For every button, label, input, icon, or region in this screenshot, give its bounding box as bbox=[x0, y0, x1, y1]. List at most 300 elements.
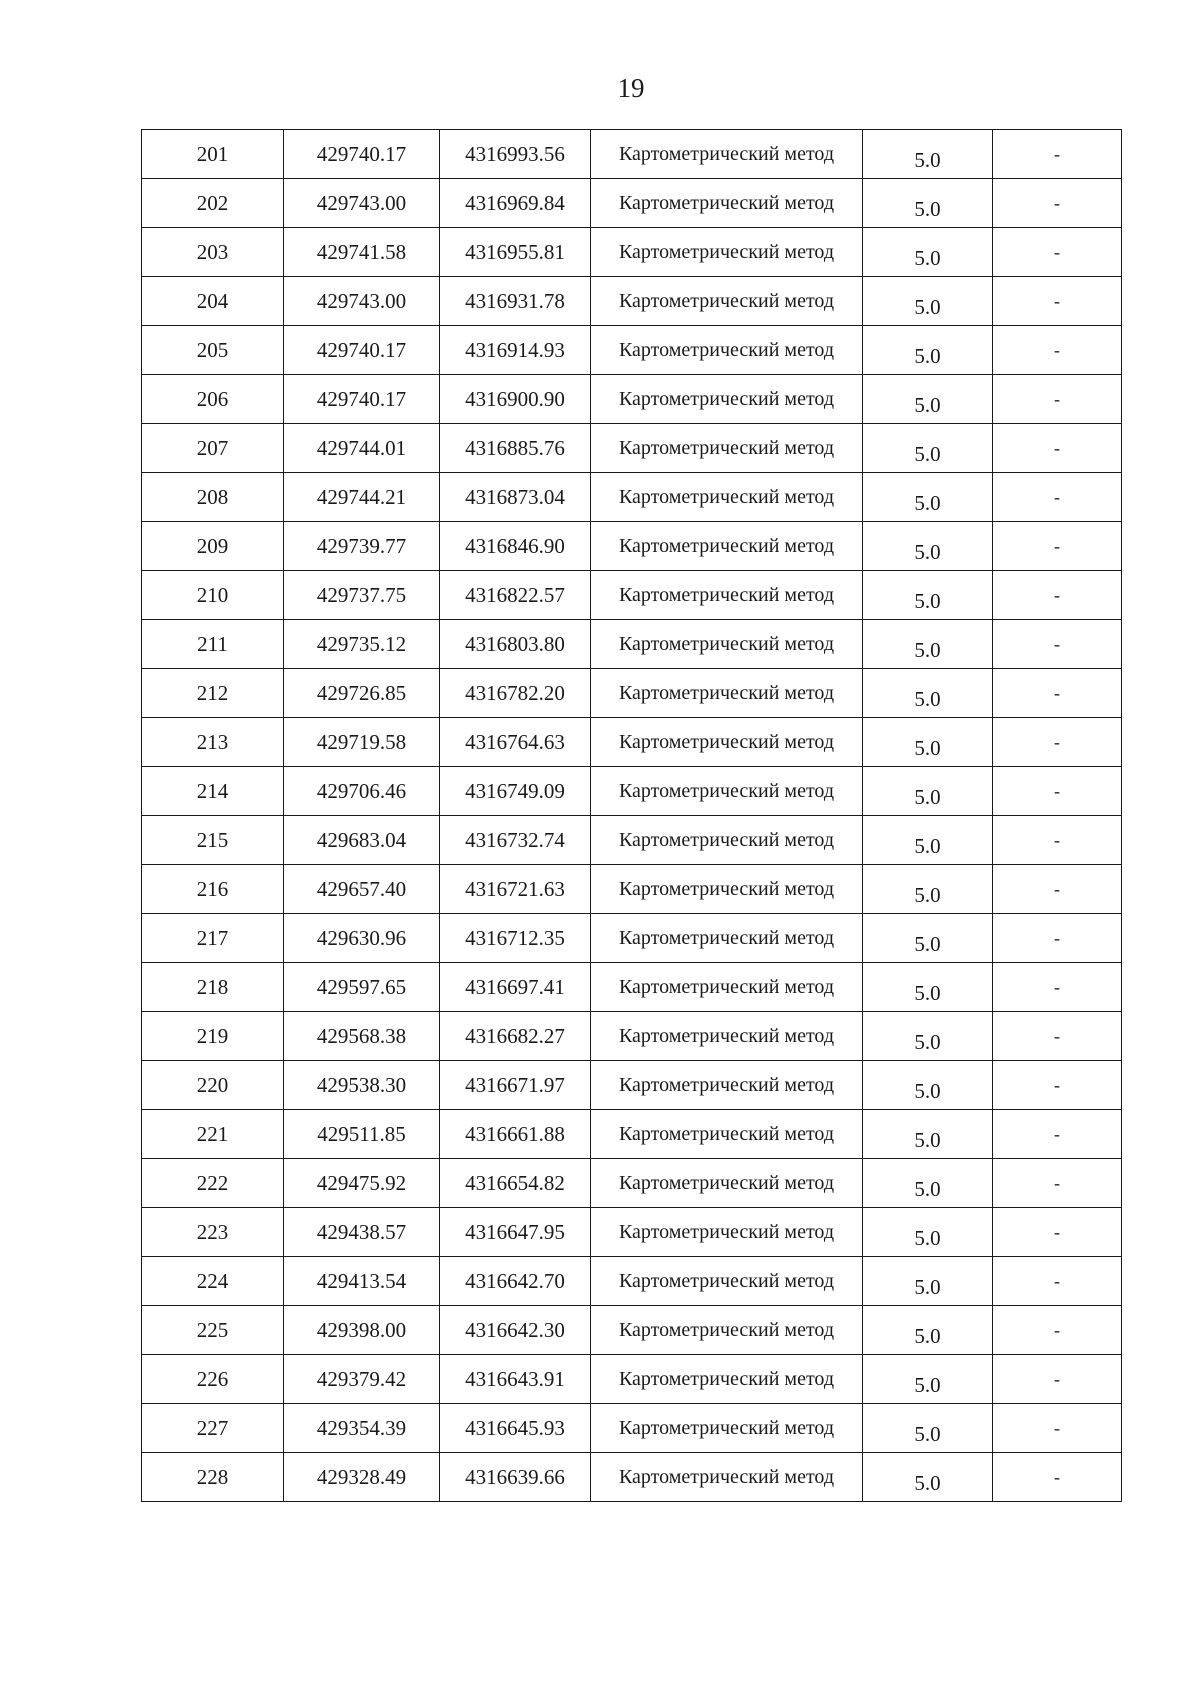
method-cell bbox=[591, 620, 863, 669]
y-coordinate-cell bbox=[440, 718, 591, 767]
note-cell-text: - bbox=[1054, 339, 1060, 360]
point-number-cell-text: 203 bbox=[196, 239, 229, 264]
x-coordinate-cell-text: 429740.17 bbox=[316, 386, 407, 411]
method-cell-text: Картометрический метод bbox=[618, 289, 835, 312]
point-number-cell bbox=[142, 620, 284, 669]
method-cell-text: Картометрический метод bbox=[618, 436, 835, 459]
x-coordinate-cell-text: 429597.65 bbox=[316, 974, 407, 999]
precision-cell bbox=[863, 1208, 993, 1257]
method-cell-text: Картометрический метод bbox=[618, 142, 835, 165]
note-cell bbox=[993, 669, 1122, 718]
method-cell bbox=[591, 326, 863, 375]
point-number-cell-text: 204 bbox=[196, 288, 229, 313]
method-cell bbox=[591, 473, 863, 522]
method-cell-text: Картометрический метод bbox=[618, 877, 835, 900]
precision-cell-text: 5.0 bbox=[914, 1127, 941, 1152]
point-number-cell bbox=[142, 571, 284, 620]
precision-cell bbox=[863, 718, 993, 767]
table-row bbox=[142, 1355, 1122, 1404]
note-cell bbox=[993, 130, 1122, 179]
point-number-cell-text: 202 bbox=[196, 190, 229, 215]
x-coordinate-cell-text: 429744.21 bbox=[316, 484, 407, 509]
point-number-cell-text: 211 bbox=[197, 631, 228, 656]
method-cell-text: Картометрический метод bbox=[618, 1171, 835, 1194]
y-coordinate-cell-text: 4316900.90 bbox=[465, 386, 565, 411]
table-row bbox=[142, 473, 1122, 522]
precision-cell bbox=[863, 571, 993, 620]
point-number-cell bbox=[142, 473, 284, 522]
precision-cell bbox=[863, 228, 993, 277]
table-row bbox=[142, 130, 1122, 179]
x-coordinate-cell bbox=[284, 277, 440, 326]
precision-cell-text: 5.0 bbox=[914, 490, 941, 515]
precision-cell bbox=[863, 963, 993, 1012]
note-cell bbox=[993, 473, 1122, 522]
point-number-cell bbox=[142, 1355, 284, 1404]
x-coordinate-cell bbox=[284, 1453, 440, 1502]
y-coordinate-cell bbox=[440, 669, 591, 718]
precision-cell bbox=[863, 424, 993, 473]
y-coordinate-cell bbox=[440, 1061, 591, 1110]
y-coordinate-cell bbox=[440, 1208, 591, 1257]
note-cell-text: - bbox=[1054, 241, 1060, 262]
y-coordinate-cell-text: 4316822.57 bbox=[465, 582, 565, 607]
x-coordinate-cell-text: 429328.49 bbox=[316, 1464, 407, 1489]
table-row bbox=[142, 1159, 1122, 1208]
x-coordinate-cell-text: 429743.00 bbox=[316, 190, 407, 215]
x-coordinate-cell bbox=[284, 375, 440, 424]
method-cell-text: Картометрический метод bbox=[618, 1318, 835, 1341]
point-number-cell-text: 226 bbox=[196, 1366, 229, 1391]
method-cell-text: Картометрический метод bbox=[618, 1465, 835, 1488]
precision-cell-text: 5.0 bbox=[914, 637, 941, 662]
x-coordinate-cell-text: 429719.58 bbox=[316, 729, 407, 754]
y-coordinate-cell bbox=[440, 1012, 591, 1061]
precision-cell bbox=[863, 1453, 993, 1502]
note-cell bbox=[993, 522, 1122, 571]
point-number-cell bbox=[142, 522, 284, 571]
x-coordinate-cell bbox=[284, 963, 440, 1012]
method-cell-text: Картометрический метод bbox=[618, 1122, 835, 1145]
x-coordinate-cell-text: 429511.85 bbox=[317, 1121, 406, 1146]
point-number-cell bbox=[142, 767, 284, 816]
method-cell-text: Картометрический метод bbox=[618, 975, 835, 998]
method-cell bbox=[591, 963, 863, 1012]
point-number-cell bbox=[142, 326, 284, 375]
point-number-cell-text: 223 bbox=[196, 1219, 229, 1244]
precision-cell-text: 5.0 bbox=[914, 1029, 941, 1054]
method-cell bbox=[591, 424, 863, 473]
table-row bbox=[142, 277, 1122, 326]
table-row bbox=[142, 865, 1122, 914]
x-coordinate-cell-text: 429630.96 bbox=[316, 925, 407, 950]
table-row bbox=[142, 1208, 1122, 1257]
note-cell-text: - bbox=[1054, 682, 1060, 703]
note-cell bbox=[993, 277, 1122, 326]
precision-cell bbox=[863, 1110, 993, 1159]
point-number-cell-text: 209 bbox=[196, 533, 229, 558]
x-coordinate-cell bbox=[284, 473, 440, 522]
table-row bbox=[142, 914, 1122, 963]
method-cell bbox=[591, 130, 863, 179]
method-cell bbox=[591, 522, 863, 571]
method-cell-text: Картометрический метод bbox=[618, 730, 835, 753]
table-row bbox=[142, 1306, 1122, 1355]
y-coordinate-cell-text: 4316682.27 bbox=[465, 1023, 565, 1048]
y-coordinate-cell-text: 4316642.30 bbox=[465, 1317, 565, 1342]
method-cell bbox=[591, 718, 863, 767]
x-coordinate-cell-text: 429379.42 bbox=[316, 1366, 407, 1391]
note-cell bbox=[993, 718, 1122, 767]
note-cell-text: - bbox=[1054, 437, 1060, 458]
precision-cell-text: 5.0 bbox=[914, 784, 941, 809]
y-coordinate-cell bbox=[440, 424, 591, 473]
y-coordinate-cell bbox=[440, 375, 591, 424]
y-coordinate-cell bbox=[440, 620, 591, 669]
note-cell bbox=[993, 963, 1122, 1012]
x-coordinate-cell bbox=[284, 1355, 440, 1404]
y-coordinate-cell bbox=[440, 767, 591, 816]
y-coordinate-cell bbox=[440, 130, 591, 179]
table-body bbox=[142, 130, 1122, 1502]
precision-cell-text: 5.0 bbox=[914, 588, 941, 613]
precision-cell-text: 5.0 bbox=[914, 980, 941, 1005]
point-number-cell bbox=[142, 816, 284, 865]
method-cell-text: Картометрический метод bbox=[618, 1367, 835, 1390]
y-coordinate-cell-text: 4316782.20 bbox=[465, 680, 565, 705]
x-coordinate-cell-text: 429741.58 bbox=[316, 239, 407, 264]
point-number-cell-text: 208 bbox=[196, 484, 229, 509]
note-cell-text: - bbox=[1054, 535, 1060, 556]
x-coordinate-cell bbox=[284, 620, 440, 669]
method-cell-text: Картометрический метод bbox=[618, 926, 835, 949]
point-number-cell bbox=[142, 277, 284, 326]
point-number-cell-text: 224 bbox=[196, 1268, 229, 1293]
precision-cell bbox=[863, 522, 993, 571]
point-number-cell bbox=[142, 963, 284, 1012]
note-cell-text: - bbox=[1054, 1074, 1060, 1095]
method-cell-text: Картометрический метод bbox=[618, 779, 835, 802]
y-coordinate-cell-text: 4316764.63 bbox=[465, 729, 565, 754]
point-number-cell-text: 217 bbox=[196, 925, 229, 950]
point-number-cell-text: 212 bbox=[196, 680, 229, 705]
method-cell bbox=[591, 669, 863, 718]
page-number: 19 bbox=[617, 73, 645, 103]
precision-cell-text: 5.0 bbox=[914, 686, 941, 711]
point-number-cell bbox=[142, 1061, 284, 1110]
note-cell-text: - bbox=[1054, 192, 1060, 213]
x-coordinate-cell-text: 429438.57 bbox=[316, 1219, 407, 1244]
y-coordinate-cell-text: 4316732.74 bbox=[465, 827, 565, 852]
y-coordinate-cell-text: 4316639.66 bbox=[465, 1464, 565, 1489]
note-cell bbox=[993, 1159, 1122, 1208]
precision-cell bbox=[863, 816, 993, 865]
note-cell-text: - bbox=[1054, 1123, 1060, 1144]
x-coordinate-cell-text: 429726.85 bbox=[316, 680, 407, 705]
point-number-cell-text: 216 bbox=[196, 876, 229, 901]
x-coordinate-cell-text: 429735.12 bbox=[316, 631, 407, 656]
method-cell bbox=[591, 767, 863, 816]
x-coordinate-cell-text: 429538.30 bbox=[316, 1072, 407, 1097]
point-number-cell bbox=[142, 1306, 284, 1355]
precision-cell bbox=[863, 1404, 993, 1453]
precision-cell-text: 5.0 bbox=[914, 1225, 941, 1250]
method-cell-text: Картометрический метод bbox=[618, 1416, 835, 1439]
point-number-cell-text: 215 bbox=[196, 827, 229, 852]
method-cell bbox=[591, 1453, 863, 1502]
y-coordinate-cell bbox=[440, 522, 591, 571]
precision-cell-text: 5.0 bbox=[914, 196, 941, 221]
precision-cell-text: 5.0 bbox=[914, 882, 941, 907]
note-cell-text: - bbox=[1054, 927, 1060, 948]
note-cell-text: - bbox=[1054, 829, 1060, 850]
point-number-cell bbox=[142, 1208, 284, 1257]
method-cell bbox=[591, 1110, 863, 1159]
note-cell bbox=[993, 1306, 1122, 1355]
note-cell-text: - bbox=[1054, 633, 1060, 654]
x-coordinate-cell bbox=[284, 914, 440, 963]
note-cell-text: - bbox=[1054, 1319, 1060, 1340]
precision-cell bbox=[863, 669, 993, 718]
precision-cell-text: 5.0 bbox=[914, 1323, 941, 1348]
note-cell bbox=[993, 1257, 1122, 1306]
x-coordinate-cell bbox=[284, 571, 440, 620]
method-cell bbox=[591, 375, 863, 424]
x-coordinate-cell-text: 429739.77 bbox=[316, 533, 407, 558]
precision-cell-text: 5.0 bbox=[914, 343, 941, 368]
table-row bbox=[142, 1012, 1122, 1061]
precision-cell-text: 5.0 bbox=[914, 1372, 941, 1397]
x-coordinate-cell-text: 429657.40 bbox=[316, 876, 407, 901]
y-coordinate-cell-text: 4316654.82 bbox=[465, 1170, 565, 1195]
y-coordinate-cell bbox=[440, 1355, 591, 1404]
precision-cell-text: 5.0 bbox=[914, 1176, 941, 1201]
point-number-cell-text: 222 bbox=[196, 1170, 229, 1195]
point-number-cell bbox=[142, 1159, 284, 1208]
precision-cell bbox=[863, 375, 993, 424]
precision-cell bbox=[863, 767, 993, 816]
method-cell-text: Картометрический метод bbox=[618, 1024, 835, 1047]
y-coordinate-cell-text: 4316931.78 bbox=[465, 288, 565, 313]
precision-cell-text: 5.0 bbox=[914, 147, 941, 172]
precision-cell bbox=[863, 1061, 993, 1110]
note-cell-text: - bbox=[1054, 584, 1060, 605]
precision-cell-text: 5.0 bbox=[914, 1078, 941, 1103]
y-coordinate-cell bbox=[440, 326, 591, 375]
table-row bbox=[142, 375, 1122, 424]
table-row bbox=[142, 669, 1122, 718]
x-coordinate-cell bbox=[284, 1208, 440, 1257]
note-cell bbox=[993, 1404, 1122, 1453]
x-coordinate-cell-text: 429706.46 bbox=[316, 778, 407, 803]
y-coordinate-cell bbox=[440, 963, 591, 1012]
note-cell-text: - bbox=[1054, 388, 1060, 409]
precision-cell bbox=[863, 130, 993, 179]
point-number-cell bbox=[142, 1012, 284, 1061]
precision-cell bbox=[863, 1257, 993, 1306]
precision-cell bbox=[863, 1012, 993, 1061]
table-row bbox=[142, 963, 1122, 1012]
y-coordinate-cell bbox=[440, 1257, 591, 1306]
y-coordinate-cell-text: 4316993.56 bbox=[465, 141, 565, 166]
precision-cell-text: 5.0 bbox=[914, 294, 941, 319]
point-number-cell bbox=[142, 1453, 284, 1502]
method-cell bbox=[591, 1159, 863, 1208]
table-row bbox=[142, 767, 1122, 816]
point-number-cell-text: 220 bbox=[196, 1072, 229, 1097]
x-coordinate-cell-text: 429737.75 bbox=[316, 582, 407, 607]
point-number-cell-text: 219 bbox=[196, 1023, 229, 1048]
note-cell bbox=[993, 1208, 1122, 1257]
table-row bbox=[142, 816, 1122, 865]
method-cell bbox=[591, 816, 863, 865]
method-cell-text: Картометрический метод bbox=[618, 583, 835, 606]
note-cell bbox=[993, 1453, 1122, 1502]
point-number-cell-text: 214 bbox=[196, 778, 229, 803]
precision-cell bbox=[863, 620, 993, 669]
precision-cell-text: 5.0 bbox=[914, 833, 941, 858]
point-number-cell bbox=[142, 914, 284, 963]
method-cell bbox=[591, 179, 863, 228]
note-cell-text: - bbox=[1054, 290, 1060, 311]
precision-cell-text: 5.0 bbox=[914, 735, 941, 760]
note-cell bbox=[993, 375, 1122, 424]
note-cell-text: - bbox=[1054, 1270, 1060, 1291]
method-cell bbox=[591, 1404, 863, 1453]
x-coordinate-cell bbox=[284, 326, 440, 375]
x-coordinate-cell bbox=[284, 1012, 440, 1061]
precision-cell-text: 5.0 bbox=[914, 1421, 941, 1446]
method-cell bbox=[591, 1208, 863, 1257]
x-coordinate-cell bbox=[284, 130, 440, 179]
method-cell bbox=[591, 1257, 863, 1306]
x-coordinate-cell-text: 429744.01 bbox=[316, 435, 407, 460]
table-row bbox=[142, 424, 1122, 473]
method-cell bbox=[591, 1306, 863, 1355]
y-coordinate-cell-text: 4316647.95 bbox=[465, 1219, 565, 1244]
note-cell-text: - bbox=[1054, 731, 1060, 752]
point-number-cell bbox=[142, 1404, 284, 1453]
note-cell bbox=[993, 228, 1122, 277]
x-coordinate-cell bbox=[284, 865, 440, 914]
y-coordinate-cell-text: 4316749.09 bbox=[465, 778, 565, 803]
precision-cell bbox=[863, 473, 993, 522]
point-number-cell-text: 201 bbox=[196, 141, 229, 166]
point-number-cell-text: 210 bbox=[196, 582, 229, 607]
x-coordinate-cell-text: 429743.00 bbox=[316, 288, 407, 313]
x-coordinate-cell-text: 429398.00 bbox=[316, 1317, 407, 1342]
x-coordinate-cell bbox=[284, 522, 440, 571]
method-cell bbox=[591, 914, 863, 963]
method-cell bbox=[591, 865, 863, 914]
y-coordinate-cell bbox=[440, 1404, 591, 1453]
method-cell bbox=[591, 1355, 863, 1404]
point-number-cell bbox=[142, 228, 284, 277]
precision-cell bbox=[863, 326, 993, 375]
y-coordinate-cell bbox=[440, 865, 591, 914]
note-cell bbox=[993, 571, 1122, 620]
method-cell bbox=[591, 1012, 863, 1061]
point-number-cell-text: 228 bbox=[196, 1464, 229, 1489]
table-row bbox=[142, 1061, 1122, 1110]
y-coordinate-cell bbox=[440, 816, 591, 865]
x-coordinate-cell bbox=[284, 767, 440, 816]
x-coordinate-cell bbox=[284, 1306, 440, 1355]
y-coordinate-cell-text: 4316661.88 bbox=[465, 1121, 565, 1146]
point-number-cell bbox=[142, 669, 284, 718]
note-cell bbox=[993, 767, 1122, 816]
x-coordinate-cell-text: 429354.39 bbox=[316, 1415, 407, 1440]
y-coordinate-cell-text: 4316955.81 bbox=[465, 239, 565, 264]
method-cell bbox=[591, 1061, 863, 1110]
y-coordinate-cell bbox=[440, 1306, 591, 1355]
table-row bbox=[142, 718, 1122, 767]
note-cell-text: - bbox=[1054, 976, 1060, 997]
y-coordinate-cell bbox=[440, 473, 591, 522]
precision-cell-text: 5.0 bbox=[914, 1274, 941, 1299]
y-coordinate-cell bbox=[440, 179, 591, 228]
precision-cell-text: 5.0 bbox=[914, 539, 941, 564]
point-number-cell-text: 207 bbox=[196, 435, 229, 460]
note-cell bbox=[993, 1355, 1122, 1404]
y-coordinate-cell-text: 4316885.76 bbox=[465, 435, 565, 460]
method-cell-text: Картометрический метод bbox=[618, 534, 835, 557]
point-number-cell bbox=[142, 130, 284, 179]
point-number-cell-text: 221 bbox=[196, 1121, 229, 1146]
note-cell-text: - bbox=[1054, 143, 1060, 164]
x-coordinate-cell bbox=[284, 1061, 440, 1110]
x-coordinate-cell bbox=[284, 718, 440, 767]
y-coordinate-cell-text: 4316914.93 bbox=[465, 337, 565, 362]
y-coordinate-cell-text: 4316642.70 bbox=[465, 1268, 565, 1293]
x-coordinate-cell-text: 429740.17 bbox=[316, 141, 407, 166]
note-cell bbox=[993, 865, 1122, 914]
x-coordinate-cell bbox=[284, 816, 440, 865]
precision-cell-text: 5.0 bbox=[914, 392, 941, 417]
note-cell-text: - bbox=[1054, 1417, 1060, 1438]
precision-cell bbox=[863, 1355, 993, 1404]
y-coordinate-cell bbox=[440, 1110, 591, 1159]
table-row bbox=[142, 1110, 1122, 1159]
point-number-cell bbox=[142, 718, 284, 767]
note-cell-text: - bbox=[1054, 1172, 1060, 1193]
note-cell bbox=[993, 914, 1122, 963]
precision-cell-text: 5.0 bbox=[914, 1470, 941, 1495]
y-coordinate-cell-text: 4316721.63 bbox=[465, 876, 565, 901]
note-cell-text: - bbox=[1054, 1025, 1060, 1046]
y-coordinate-cell-text: 4316671.97 bbox=[465, 1072, 565, 1097]
y-coordinate-cell-text: 4316969.84 bbox=[465, 190, 565, 215]
method-cell bbox=[591, 571, 863, 620]
coordinates-table bbox=[141, 129, 1122, 1502]
method-cell-text: Картометрический метод bbox=[618, 338, 835, 361]
precision-cell-text: 5.0 bbox=[914, 931, 941, 956]
note-cell-text: - bbox=[1054, 780, 1060, 801]
point-number-cell-text: 227 bbox=[196, 1415, 229, 1440]
x-coordinate-cell bbox=[284, 1110, 440, 1159]
y-coordinate-cell bbox=[440, 277, 591, 326]
x-coordinate-cell bbox=[284, 228, 440, 277]
x-coordinate-cell bbox=[284, 179, 440, 228]
precision-cell bbox=[863, 865, 993, 914]
table-row bbox=[142, 1257, 1122, 1306]
note-cell bbox=[993, 1012, 1122, 1061]
x-coordinate-cell-text: 429683.04 bbox=[316, 827, 407, 852]
x-coordinate-cell-text: 429475.92 bbox=[316, 1170, 407, 1195]
y-coordinate-cell bbox=[440, 571, 591, 620]
point-number-cell bbox=[142, 424, 284, 473]
point-number-cell bbox=[142, 179, 284, 228]
